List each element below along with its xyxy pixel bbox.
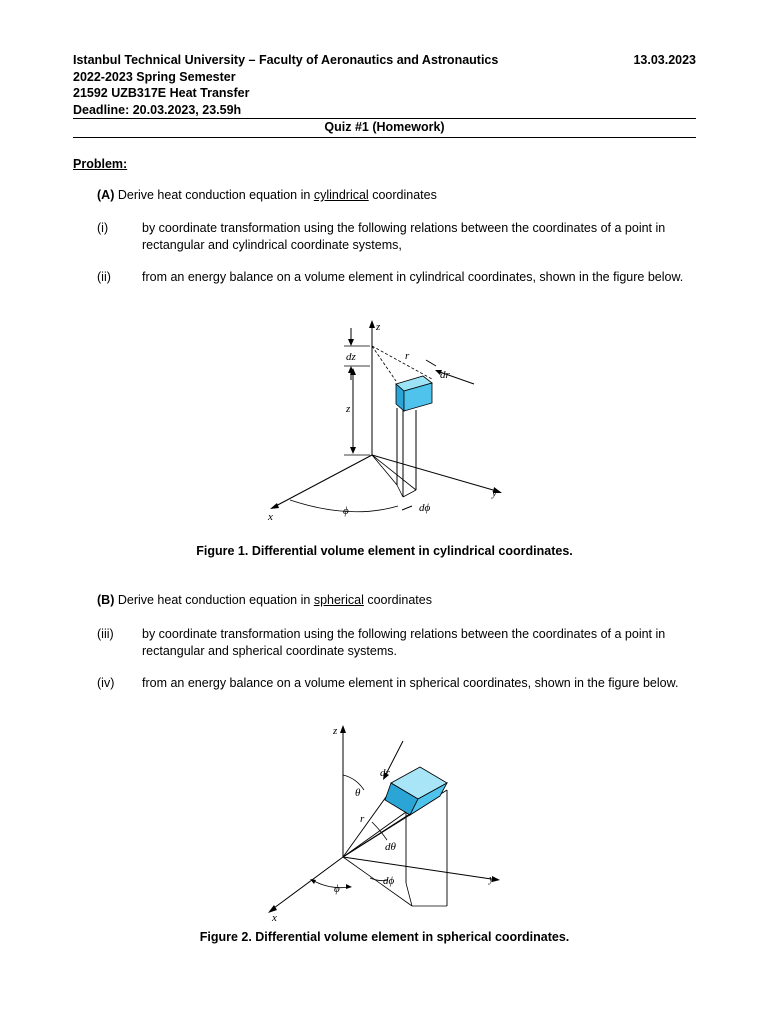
fig1-z-axis-label: z: [376, 321, 381, 333]
figure-1-caption: Figure 1. Differential volume element in cylindrical coordinates.: [196, 544, 573, 558]
part-b-keyword: spherical: [313, 593, 364, 607]
item-text: from an energy balance on a volume element in spherical coordinates, shown in the figure below.: [142, 676, 679, 690]
quiz-title: Quiz #1 (Homework): [324, 120, 445, 134]
fig2-dtheta-label: dθ: [385, 841, 396, 853]
part-a-heading: [97, 188, 437, 202]
fig2-r-label: r: [360, 813, 365, 825]
item-number: (iii): [97, 627, 114, 641]
part-b-heading: [97, 593, 432, 607]
deadline-line: Deadline: 20.03.2023, 23.59h: [73, 102, 242, 117]
part-a-keyword: cylindrical: [313, 188, 369, 202]
part-a-letter: (A): [97, 188, 115, 202]
fig1-z-arrowhead: [369, 320, 375, 328]
item-number: (i): [97, 221, 109, 235]
fig2-dr-label: dr: [380, 767, 390, 779]
part-a-text-before: Derive heat conduction equation in: [117, 188, 311, 202]
header-rule-bottom: [73, 137, 696, 138]
fig1-y-axis-label: y: [492, 487, 497, 499]
item-text: by coordinate transformation using the following relations between the coordinates of a point in rectangular and spherical coordinate systems.: [142, 627, 666, 658]
fig2-phi-arc: [312, 880, 350, 888]
document-date: 13.03.2023: [633, 53, 696, 67]
problem-label: Problem:: [73, 157, 128, 171]
figure-1-diagram: [258, 318, 510, 528]
semester-line: 2022-2023 Spring Semester: [73, 69, 236, 84]
part-b-text-before: Derive heat conduction equation in: [117, 593, 311, 607]
fig1-z-label: z: [346, 403, 351, 415]
item-text: from an energy balance on a volume element in cylindrical coordinates, shown in the figure below.: [142, 270, 684, 284]
part-b-letter: (B): [97, 593, 115, 607]
fig2-phi-label: ϕ: [334, 883, 340, 895]
fig1-r-label: r: [405, 350, 410, 362]
item-number: (ii): [97, 270, 111, 284]
university-line: Istanbul Technical University – Faculty of Aeronautics and Astronautics: [73, 53, 499, 67]
figure-2-caption: Figure 2. Differential volume element in spherical coordinates.: [199, 930, 570, 944]
fig1-y-axis: [372, 455, 500, 492]
fig1-phi-label: ϕ: [343, 505, 349, 517]
header-rule-top: [73, 118, 696, 119]
fig2-x-axis: [270, 857, 343, 911]
item-number: (iv): [97, 676, 115, 690]
fig2-z-arrowhead: [340, 725, 346, 733]
fig2-theta-label: θ: [355, 787, 361, 799]
document-header: [73, 52, 696, 118]
fig2-theta-arc: [343, 775, 364, 790]
fig1-x-axis: [272, 455, 372, 508]
figure-2-diagram: [262, 722, 508, 922]
fig2-dphi-label: dϕ: [383, 875, 395, 887]
part-b-text-after: coordinates: [367, 593, 432, 607]
fig1-x-axis-label: x: [268, 511, 273, 523]
fig2-y-axis: [343, 857, 498, 880]
fig2-x-axis-label: x: [272, 912, 277, 922]
fig1-x-arrowhead: [270, 503, 279, 509]
fig2-y-axis-label: y: [489, 873, 494, 885]
item-text: by coordinate transformation using the following relations between the coordinates of a point in rectangular and cylindrical coordinate systems,: [142, 221, 666, 252]
part-a-text-after: coordinates: [372, 188, 437, 202]
fig1-dphi-label: dϕ: [419, 502, 431, 514]
fig2-z-axis-label: z: [333, 725, 338, 737]
fig1-dr-label: dr: [440, 369, 450, 381]
fig1-dz-label: dz: [346, 351, 356, 363]
course-line: 21592 UZB317E Heat Transfer: [73, 86, 250, 101]
